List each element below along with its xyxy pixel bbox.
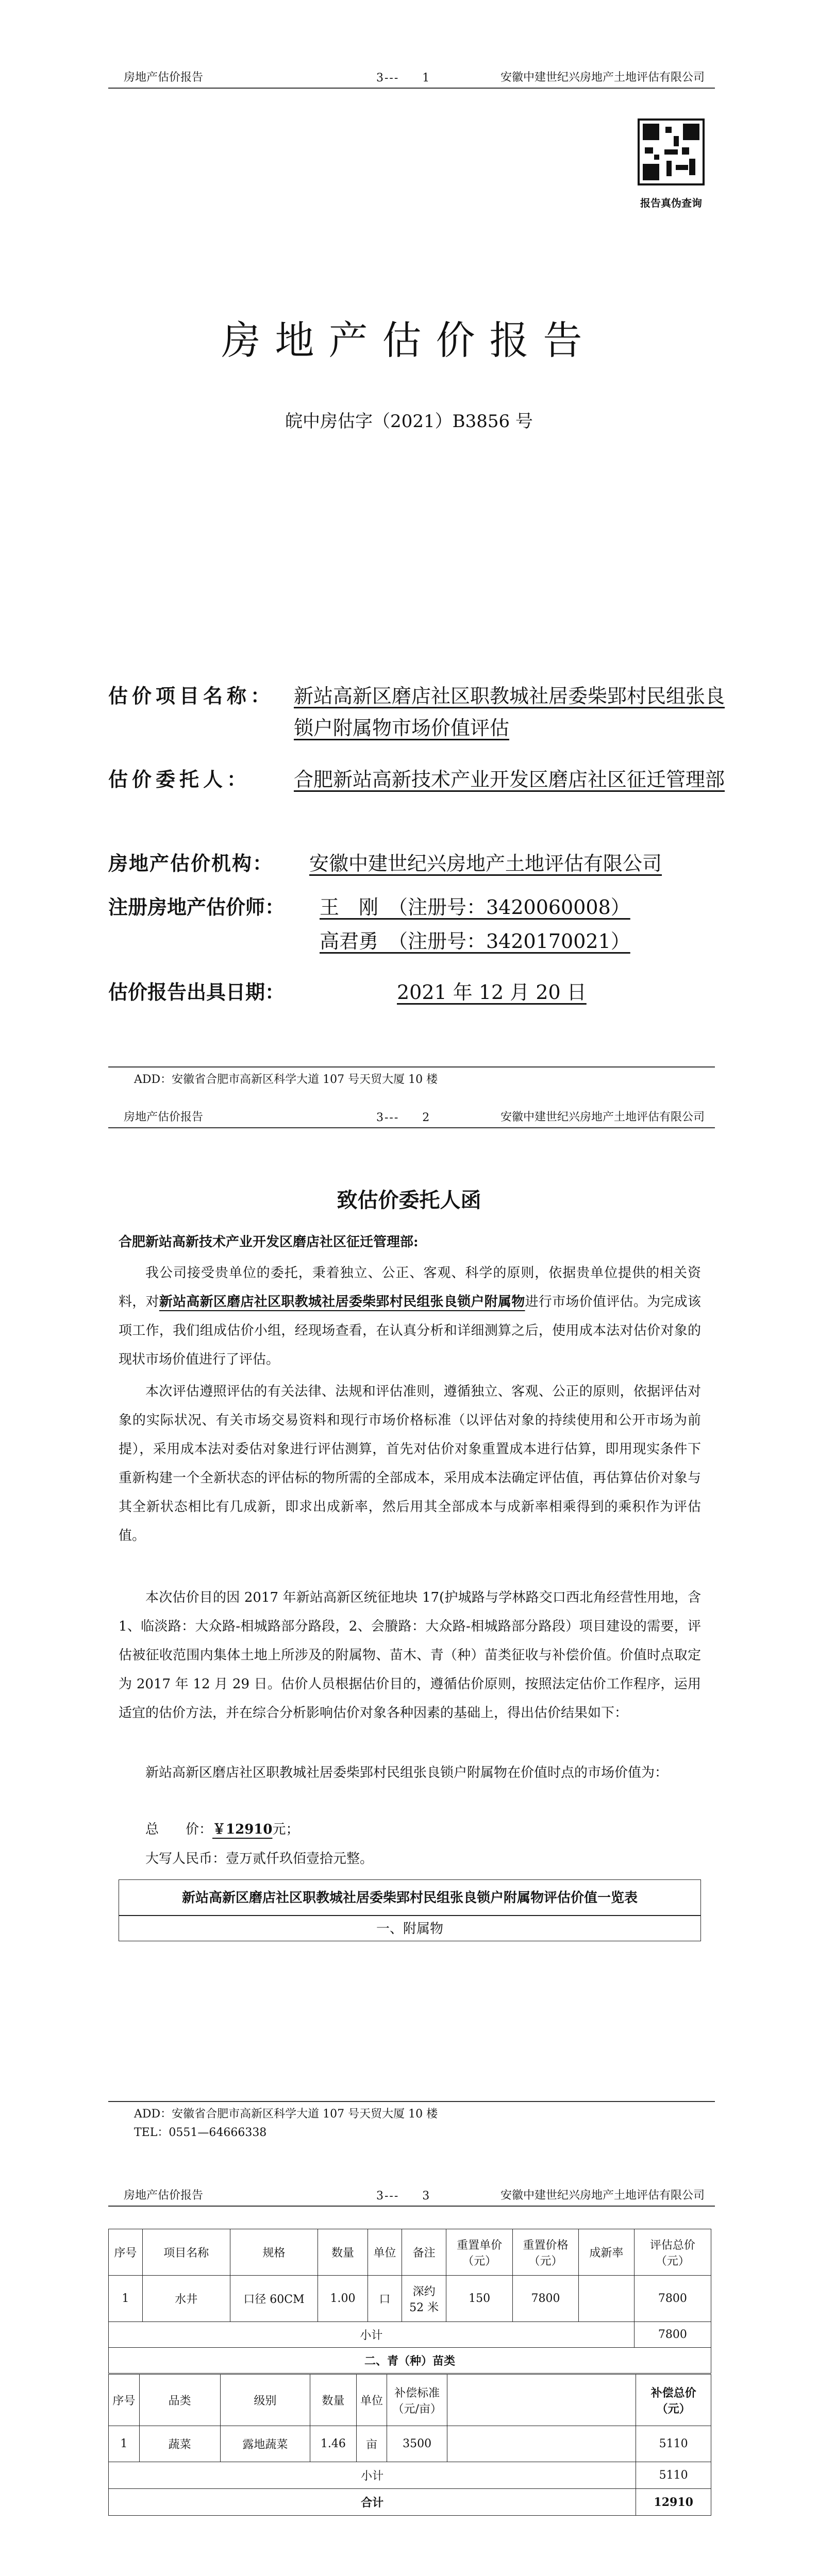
spacer [447, 2375, 636, 2426]
header-left: 房地产估价报告 [124, 1111, 204, 1124]
letter-addressee: 合肥新站高新技术产业开发区磨店社区征迁管理部: [119, 1234, 419, 1250]
client-label: 估价委托人： [108, 768, 251, 791]
table-section-2: 二、青（种）苗类 [109, 2348, 711, 2374]
th-qty: 数量 [310, 2375, 356, 2426]
subtotal-row [109, 2462, 711, 2489]
cell: 1 [109, 2426, 140, 2462]
header-page-number: 3--- 2 [376, 1111, 431, 1124]
th-unit: 单位 [356, 2375, 387, 2426]
footer-address: ADD：安徽省合肥市高新区科学大道 107 号天贸大厦 10 楼 [134, 1073, 438, 1086]
th-no: 序号 [109, 2375, 140, 2426]
page-header [108, 67, 715, 89]
cell: 露地蔬菜 [220, 2426, 310, 2462]
date-label: 估价报告出具日期： [108, 980, 285, 1004]
agency-label: 房地产估价机构： [108, 852, 274, 875]
appurtenance-table [108, 2229, 711, 2374]
cell: 口 [368, 2276, 402, 2322]
cell: 7800 [512, 2276, 578, 2322]
table-row [109, 2276, 711, 2322]
cell: 1.00 [318, 2276, 368, 2322]
qr-caption: 报告真伪查询 [640, 197, 702, 209]
total-price: 总 价：￥12910元； [145, 1822, 299, 1837]
qr-code[interactable] [638, 118, 705, 185]
th-standard: 补偿标准（元/亩） [387, 2375, 447, 2426]
valuer-row [108, 891, 737, 958]
header-page-number: 3--- 1 [376, 72, 431, 84]
page-cover [0, 0, 818, 1091]
cell: 1.46 [310, 2426, 356, 2462]
project-value: 新站高新区磨店社区职教城社居委柴郢村民组张良锁户附属物市场价值评估 [294, 685, 725, 739]
th-new-rate: 成新率 [579, 2229, 635, 2276]
table-header-row [109, 2229, 711, 2276]
footer-address: ADD：安徽省合肥市高新区科学大道 107 号天贸大厦 10 楼 [134, 2108, 438, 2121]
report-title: 房地产估价报告 [221, 317, 597, 363]
table-header-row [109, 2375, 711, 2426]
letter-title: 致估价委托人函 [337, 1188, 481, 1212]
th-grade: 级别 [220, 2375, 310, 2426]
total-label: 合计 [109, 2489, 636, 2516]
cell: 5110 [636, 2426, 711, 2462]
valuer-1: 王 刚 （注册号：3420060008） [320, 896, 630, 919]
header-page-number: 3--- 3 [376, 2190, 431, 2202]
subtotal-value: 7800 [634, 2322, 711, 2348]
table-row [109, 2426, 711, 2462]
total-row [109, 2489, 711, 2516]
cell: 3500 [387, 2426, 447, 2462]
header-right: 安徽中建世纪兴房地产土地评估有限公司 [500, 71, 705, 84]
date-row [108, 976, 737, 1008]
letter-paragraph-4: 新站高新区磨店社区职教城社居委柴郢村民组张良锁户附属物在价值时点的市场价值为： [145, 1765, 669, 1781]
th-replace-price: 重置价格（元） [512, 2229, 578, 2276]
page-header [108, 1107, 715, 1128]
th-no: 序号 [109, 2229, 143, 2276]
seedling-table [108, 2374, 711, 2516]
letter-paragraph-2: 本次评估遵照评估的有关法律、法规和评估准则，遵循独立、客观、公正的原则，依据评估对象的实际状况、有关市场交易资料和现行市场价格标准（以评估对象的持续使用和公开市场为前提），采用成本法对委估对象进行评估测算，首先对估价对象重置成本进行估算，即用现实条件下重新构建一个全新状态的评估标的物所需的全部成本，采用成本法确定评估值，再估算估价对象与其全新状态相比有几成新，即求出成新率，然后用其全部成本与成新率相乘得到的乘积作为评估值。 [119, 1384, 701, 1544]
th-unit: 单位 [368, 2229, 402, 2276]
cell: 7800 [634, 2276, 711, 2322]
total-value: 12910 [636, 2489, 711, 2516]
cell: 蔬菜 [139, 2426, 220, 2462]
cell: 口径 60CM [230, 2276, 318, 2322]
client-row [108, 764, 737, 831]
th-comp-total: 补偿总价（元） [636, 2375, 711, 2426]
section-row [109, 2348, 711, 2374]
cell [447, 2426, 636, 2462]
project-label: 估价项目名称： [108, 684, 275, 707]
th-category: 品类 [139, 2375, 220, 2426]
page-table [0, 2182, 818, 2576]
subtotal-row [109, 2322, 711, 2348]
agency-row [108, 848, 737, 879]
client-value: 合肥新站高新技术产业开发区磨店社区征迁管理部 [294, 768, 725, 791]
valuer-2: 高君勇 （注册号：3420170021） [320, 930, 630, 953]
valuer-label: 注册房地产估价师： [108, 895, 285, 919]
subtotal-label: 小计 [109, 2462, 636, 2489]
letter-paragraph-3: 本次估价目的因 2017 年新站高新区统征地块 17(护城路与学林路交口西北角经营性用地，含 1、临淡路：大众路-相城路部分路段，2、会賸路：大众路-相城路部分路段）项目建设的需要，评估被征收范围内集体土地上所涉及的附属物、苗木、青（种）苗类征收与补偿价值。价值时点取定为 2017 年 12 月 29 日。估价人员根据估价目的，遵循估价原则，按照法定估价工作程序，运用适宜的估价方法，并在综合分析影响估价对象各种因素的基础上，得出估价结果如下： [119, 1590, 701, 1721]
page-footer [108, 2101, 715, 2142]
table-section-1: 一、附属物 [119, 1916, 701, 1941]
header-left: 房地产估价报告 [124, 71, 204, 84]
th-unit-price: 重置单价（元） [446, 2229, 512, 2276]
th-name: 项目名称 [142, 2229, 230, 2276]
letter-paragraph-1: 我公司接受贵单位的委托，秉着独立、公正、客观、科学的原则，依据贵单位提供的相关资料，对新站高新区磨店社区职教城社居委柴郢村民组张良锁户附属物进行市场价值评估。为完成该项工作，我们组成估价小组，经现场查看，在认真分析和详细测算之后，使用成本法对估价对象的现状市场价值进行了评估。 [119, 1265, 701, 1367]
total-uppercase: 大写人民币：壹万贰仟玖佰壹拾元整。 [145, 1851, 374, 1867]
cell: 水井 [142, 2276, 230, 2322]
subtotal-label: 小计 [109, 2322, 635, 2348]
th-remark: 备注 [402, 2229, 446, 2276]
header-left: 房地产估价报告 [124, 2189, 204, 2202]
cell: 150 [446, 2276, 512, 2322]
cell: 亩 [356, 2426, 387, 2462]
cell: 深约 52 米 [402, 2276, 446, 2322]
document-number: 皖中房估字（2021）B3856 号 [285, 411, 533, 432]
project-row [108, 680, 737, 747]
cell [579, 2276, 635, 2322]
page-letter [0, 1091, 818, 2182]
th-spec: 规格 [230, 2229, 318, 2276]
header-right: 安徽中建世纪兴房地产土地评估有限公司 [500, 2189, 705, 2202]
th-qty: 数量 [318, 2229, 368, 2276]
footer-tel: TEL：0551—64666338 [134, 2126, 267, 2139]
subtotal-value: 5110 [636, 2462, 711, 2489]
cell: 1 [109, 2276, 143, 2322]
header-right: 安徽中建世纪兴房地产土地评估有限公司 [500, 1111, 705, 1124]
page-header [108, 2185, 715, 2207]
th-total: 评估总价（元） [634, 2229, 711, 2276]
table-title: 新站高新区磨店社区职教城社居委柴郢村民组张良锁户附属物评估价值一览表 [119, 1879, 701, 1916]
date-value: 2021 年 12 月 20 日 [397, 981, 587, 1004]
agency-value: 安徽中建世纪兴房地产土地评估有限公司 [309, 852, 662, 875]
